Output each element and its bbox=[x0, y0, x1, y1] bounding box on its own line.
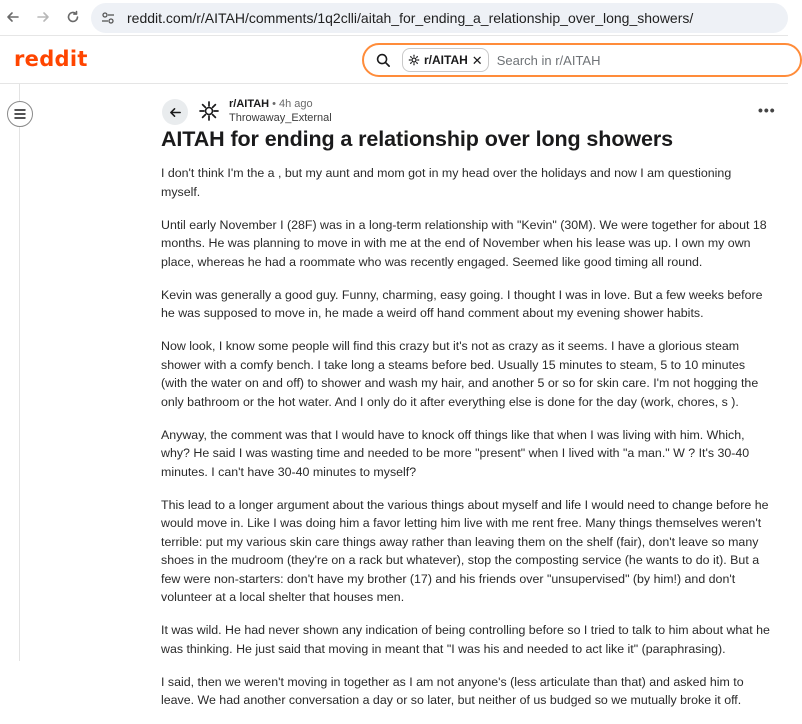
forward-arrow-icon[interactable] bbox=[34, 8, 52, 26]
post-author[interactable]: Throwaway_External bbox=[229, 112, 332, 124]
reddit-logo[interactable]: reddit bbox=[14, 47, 88, 71]
left-rail-divider bbox=[19, 84, 20, 661]
post-paragraph: Until early November I (28F) was in a long-term relationship with "Kevin" (30M). We were together for about 18 months. He was planning to move in with me at the end of November when his lease was up. I own my own place, whereas he had a roommate who was recently engaged. Seemed like good timing all round. bbox=[161, 217, 767, 269]
search-icon bbox=[376, 52, 392, 68]
subreddit-name[interactable]: r/AITAH bbox=[229, 98, 270, 110]
post-paragraph: I don't think I'm the a , but my aunt and mom got in my head over the holidays and now I am questioning myself. bbox=[161, 166, 732, 199]
more-options-button[interactable]: ••• bbox=[758, 102, 776, 118]
post-back-button[interactable] bbox=[162, 99, 188, 125]
meta-separator: • bbox=[272, 98, 276, 110]
search-input[interactable] bbox=[362, 43, 802, 77]
subreddit-gear-icon bbox=[198, 100, 220, 122]
post-meta bbox=[229, 98, 313, 110]
url-text: reddit.com/r/AITAH/comments/1q2clli/aitah_for_ending_a_relationship_over_long_showers/ bbox=[127, 10, 694, 26]
menu-button[interactable] bbox=[7, 101, 33, 127]
post-paragraph: Kevin was generally a good guy. Funny, charming, easy going. I thought I was in love. But a few weeks before he was supposed to move in, he made a weird off hand comment about my evening shower habits. bbox=[161, 287, 763, 320]
chip-label: r/AITAH bbox=[424, 53, 468, 67]
post-paragraph: Anyway, the comment was that I would have to knock off things like that when I was living with him. Which, why? He said I was wasting time and needed to be more "present" when I lived with "a man." W ? It's 30-40 minutes. I can't have 30-40 minutes to myself? bbox=[161, 427, 750, 479]
post-paragraph: This lead to a longer argument about the various things about myself and life I would need to change before he would move in. Like I was doing him a favor letting him live with me rent free. Many things themselves weren't terrible: put my various skin care things away rather than leaving them on the shelf (fair), don't leave so many shoes in the mudroom (they're on a rack but whatever), stop the composting service (he wants to do it). But a few were non-starters: don't have my brother (17) and his friends over "unsupervised" (by him!) and don't volunteer at a local shelter that houses men. bbox=[161, 497, 769, 604]
site-header bbox=[0, 36, 788, 84]
post-paragraph: Now look, I know some people will find this crazy but it's not as crazy as it seems. I have a glorious steam shower with a comfy bench. I take long a steams before bed. Usually 15 minutes to steam, 5 to 10 minutes (with the water on and off) to shower and wash my hair, and another 5 or so for skin care. I'm not hogging the only bathroom or the hot water. And I only do it after everything else is done for the day (work, chores, s ). bbox=[161, 339, 759, 409]
community-filter-chip[interactable] bbox=[402, 48, 489, 72]
post-paragraph: I said, then we weren't moving in together as I am not anyone's (less articulate than that) and asked him to leave. We had another conversation a day or so later, but neither of us budged so we mutually broke it off. bbox=[161, 674, 744, 707]
post-timestamp: 4h ago bbox=[279, 98, 313, 110]
subreddit-avatar[interactable] bbox=[197, 99, 221, 123]
reload-icon[interactable] bbox=[64, 8, 82, 26]
hamburger-icon bbox=[14, 109, 26, 119]
post-paragraph: It was wild. He had never shown any indication of being controlling before so I tried to talk to him about what he was thinking. He just said that moving in meant that "I was his and needed to act like it" (paraphrasing). bbox=[161, 623, 770, 656]
subreddit-gear-icon bbox=[408, 54, 420, 66]
back-arrow-icon bbox=[169, 106, 182, 119]
post-title: AITAH for ending a relationship over long showers bbox=[161, 127, 673, 151]
site-settings-icon[interactable] bbox=[101, 11, 115, 25]
back-arrow-icon[interactable] bbox=[4, 8, 22, 26]
post-body bbox=[161, 164, 773, 724]
search-placeholder: Search in r/AITAH bbox=[496, 52, 601, 68]
browser-toolbar bbox=[0, 0, 788, 36]
close-icon[interactable]: ✕ bbox=[471, 52, 483, 68]
address-bar[interactable] bbox=[91, 3, 788, 33]
